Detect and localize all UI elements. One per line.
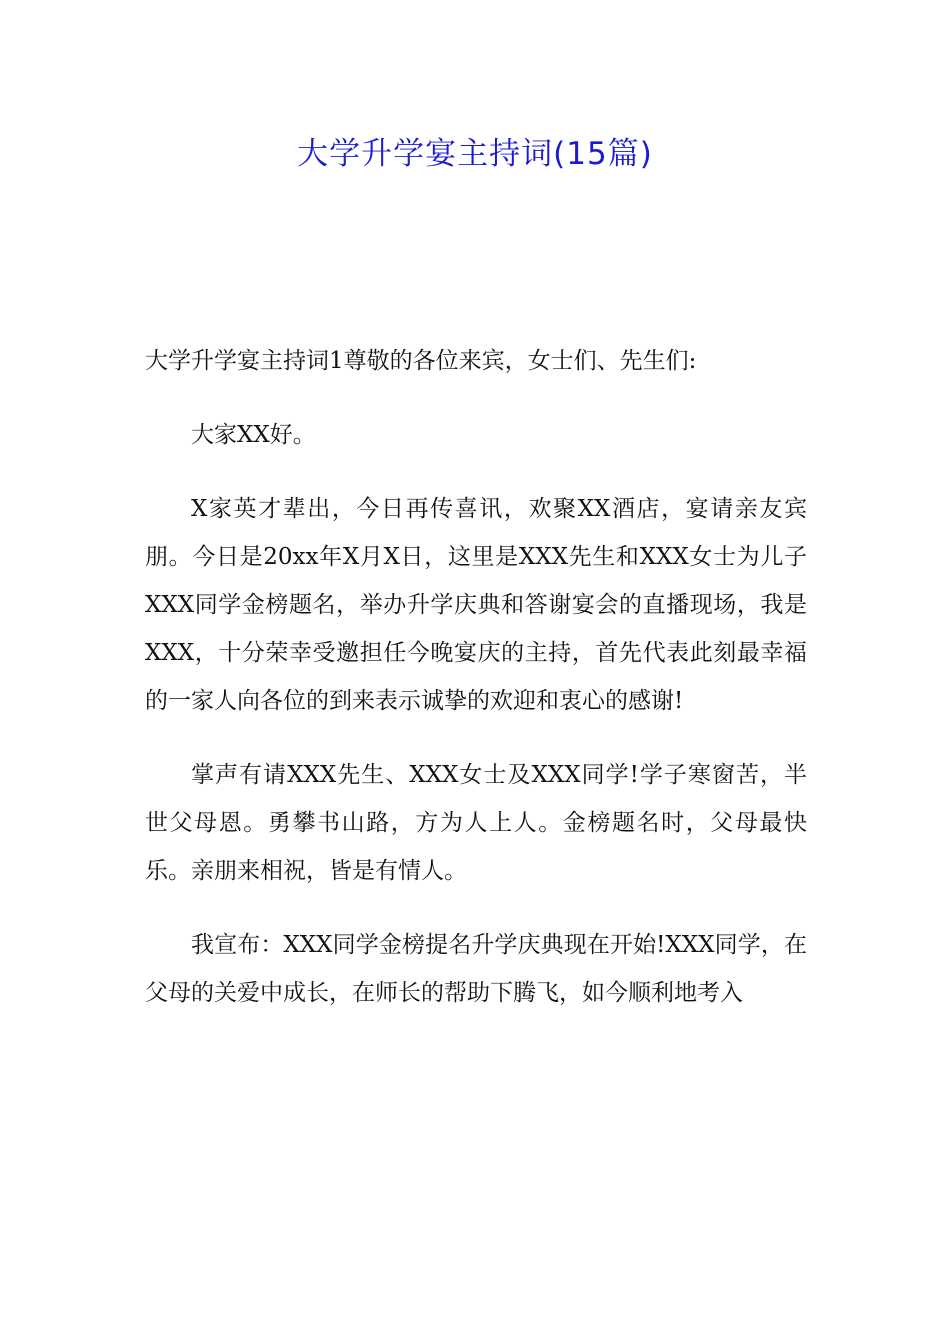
- document-title: 大学升学宴主持词(15篇): [297, 136, 653, 172]
- paragraph-introduction: X家英才辈出，今日再传喜讯，欢聚XX酒店，宴请亲友宾朋。今日是20xx年X月X日，这里是XXX先生和XXX女士为儿子XXX同学金榜题名，举办升学庆典和答谢宴会的直播现场，我是XXX，十分荣幸受邀担任今晚宴庆的主持，首先代表此刻最幸福的一家人向各位的到来表示诚挚的欢迎和衷心的感谢!: [145, 496, 807, 714]
- document-body: [145, 337, 807, 1043]
- paragraph-announcement: 我宣布：XXX同学金榜提名升学庆典现在开始!XXX同学，在父母的关爱中成长，在师长的帮助下腾飞，如今顺利地考入: [145, 932, 807, 1006]
- paragraph-greeting: 大家XX好。: [191, 422, 316, 448]
- paragraph-applause: 掌声有请XXX先生、XXX女士及XXX同学!学子寒窗苦，半世父母恩。勇攀书山路，方为人上人。金榜题名时，父母最快乐。亲朋来相祝，皆是有情人。: [145, 762, 807, 884]
- paragraph-opening: 大学升学宴主持词1尊敬的各位来宾，女士们、先生们:: [145, 348, 697, 374]
